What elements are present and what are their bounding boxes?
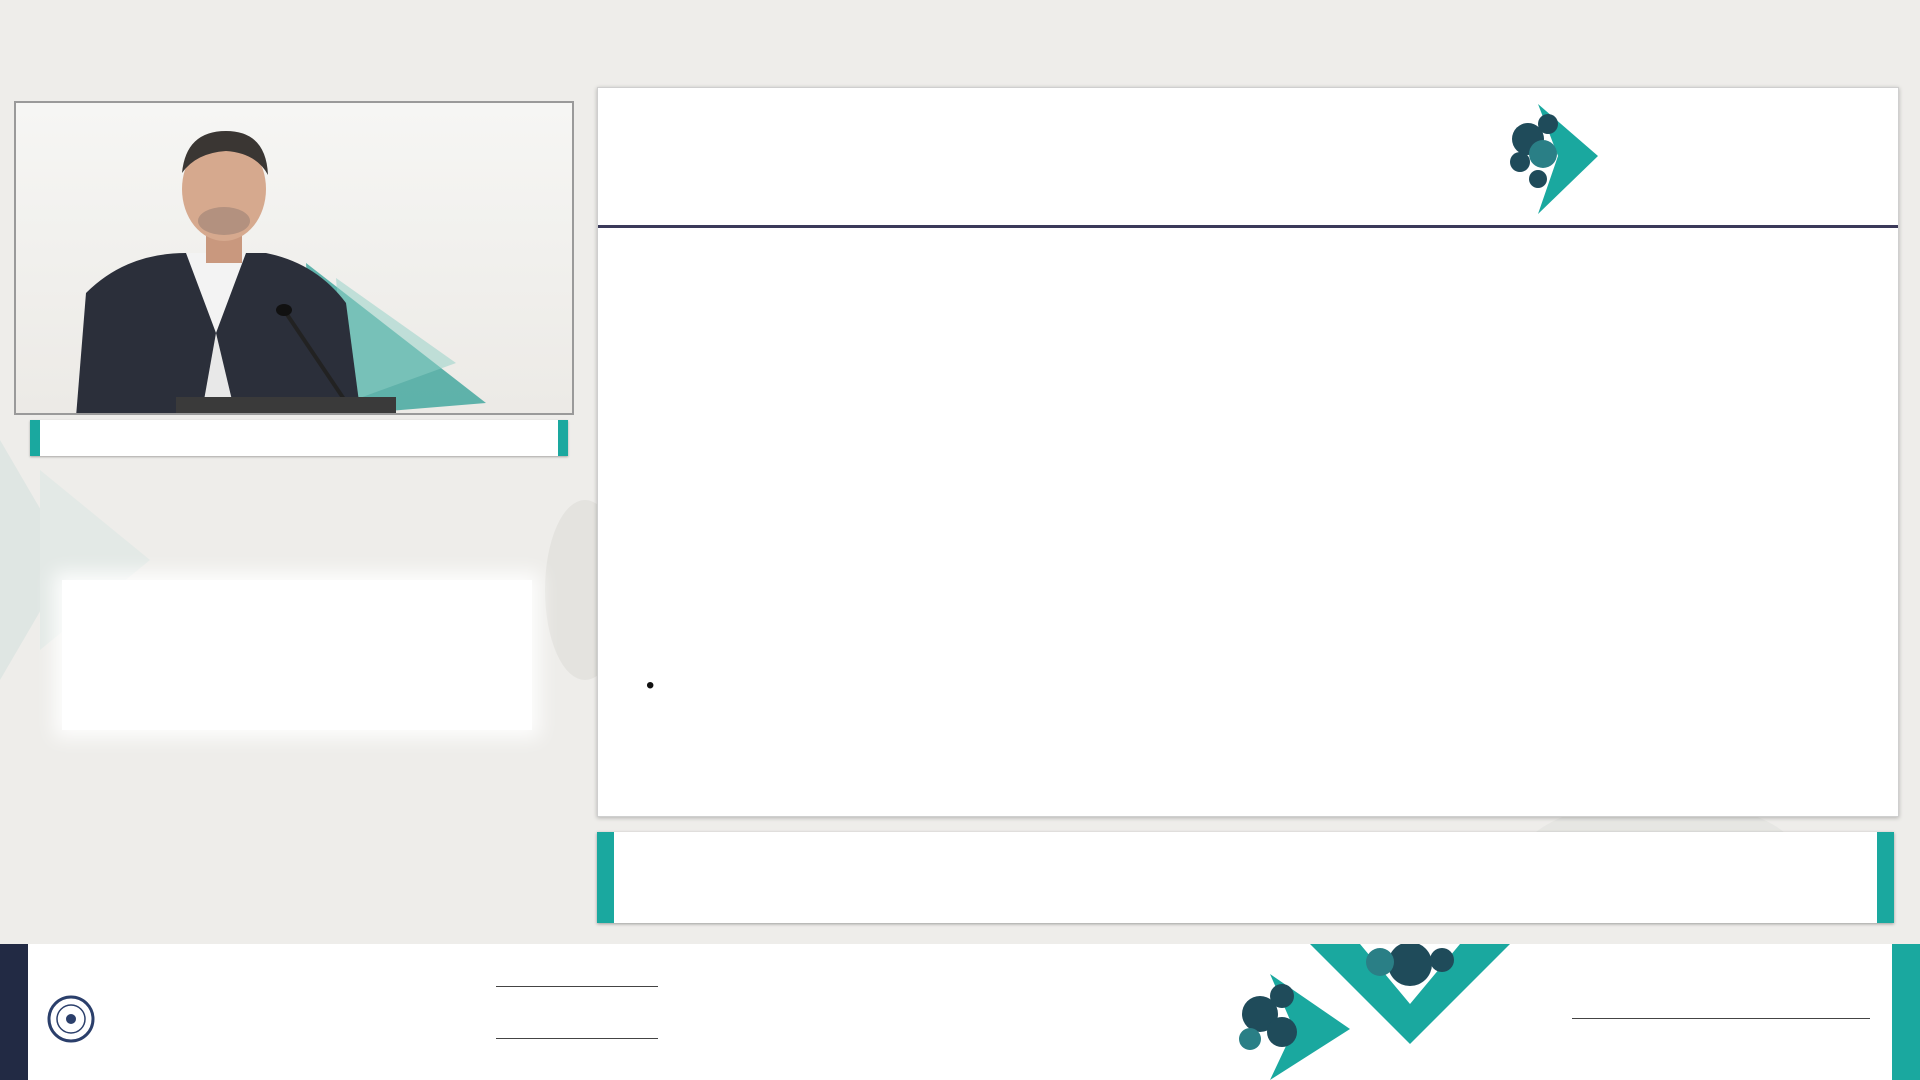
dimerida-rule-top [496,986,658,987]
footer-left-accent [0,944,28,1080]
talk-subtitle-bar [597,832,1894,923]
footer-right-accent [1892,944,1920,1080]
chart-sustained-castration-rate [643,268,1203,608]
slide-event-logo [1498,94,1898,220]
speaker-figure [16,103,574,415]
slide-title-rule [598,225,1898,228]
footer-banner [0,944,1920,1080]
dimerida-rule-bottom [496,1038,658,1039]
chart-mean-testosterone [1258,256,1888,626]
bullet-icon: • [646,672,655,699]
footer-date-rule [1572,1018,1870,1019]
event-logo-emblem [1498,94,1608,220]
footer-event-emblem [1210,944,1590,1080]
speaker-video [14,101,574,415]
speaker-name-bar [30,420,568,456]
organizer-seal-icon [46,994,96,1044]
sponsor-logo-box [62,580,532,730]
presentation-slide [597,87,1899,817]
